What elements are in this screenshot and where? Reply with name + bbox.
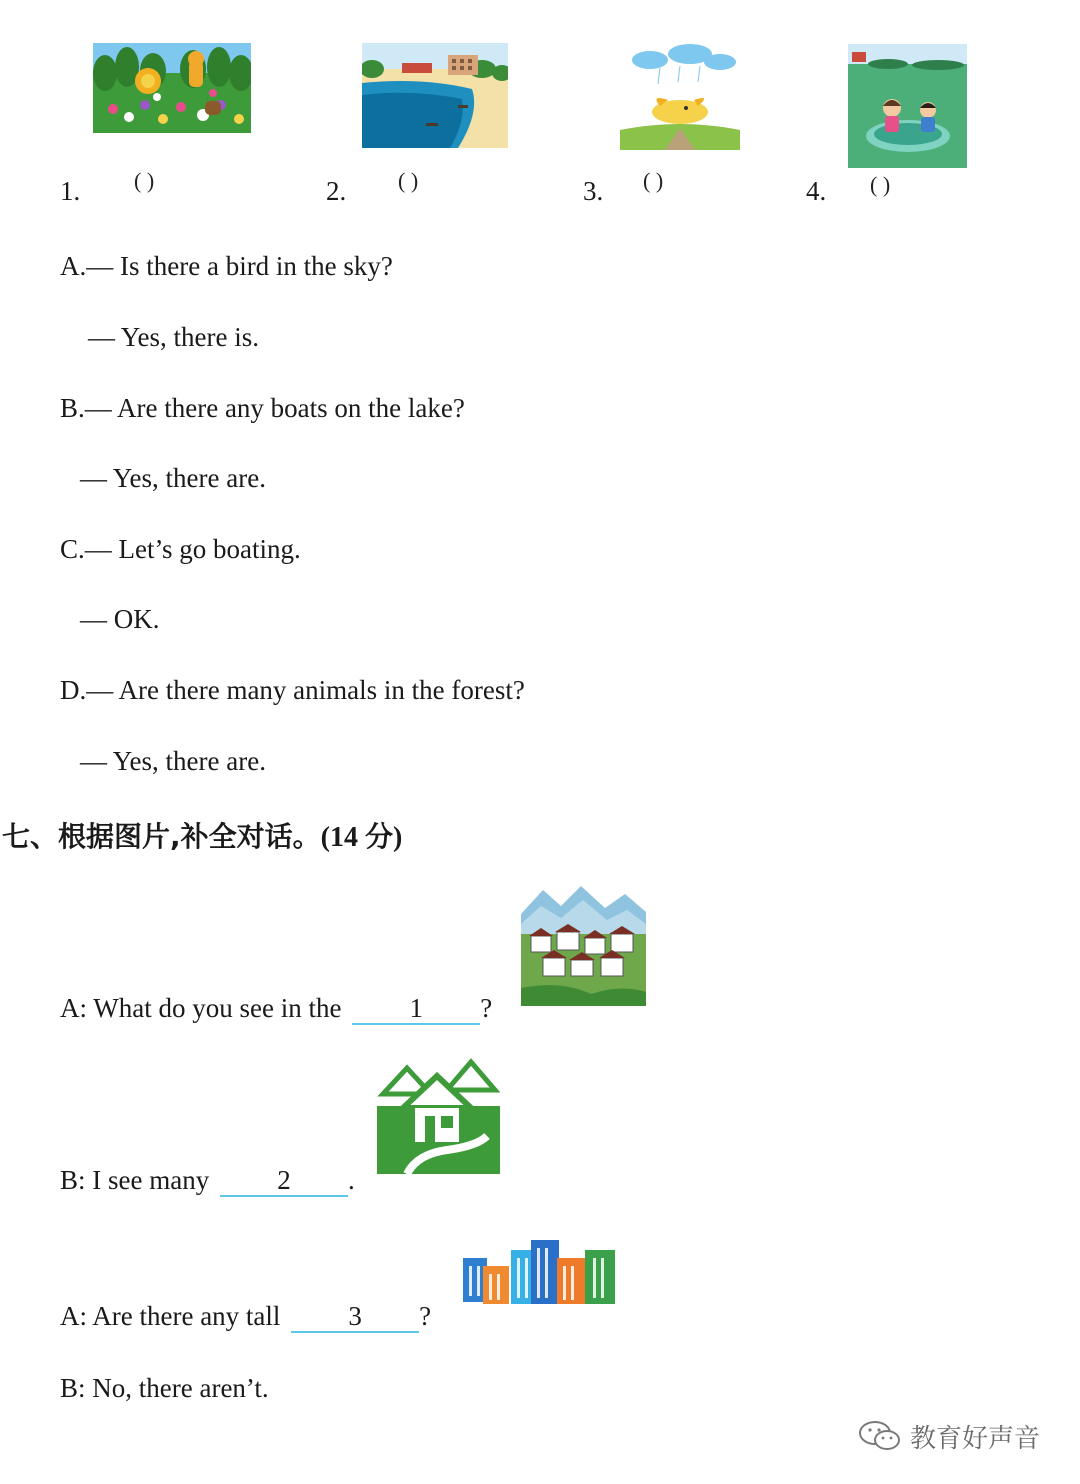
- option-d-question: D.— Are there many animals in the forest?: [60, 675, 525, 705]
- dialogue-line-2-end: .: [347, 1165, 355, 1195]
- picture-3-bird: [620, 40, 740, 150]
- picture-houses: [377, 1054, 500, 1174]
- answer-bracket-2[interactable]: ( ): [398, 168, 419, 193]
- dialogue-line-4: B: No, there aren’t.: [60, 1373, 269, 1403]
- answer-bracket-4[interactable]: ( ): [870, 172, 891, 197]
- wechat-icon: [858, 1420, 902, 1452]
- watermark-text: 教育好声音: [910, 1424, 1041, 1454]
- blank-3[interactable]: 3: [291, 1301, 419, 1333]
- dialogue-line-1-end: ?: [480, 993, 493, 1023]
- option-d-answer: — Yes, there are.: [80, 746, 266, 776]
- option-c-question: C.— Let’s go boating.: [60, 534, 301, 564]
- option-a-question: A.— Is there a bird in the sky?: [60, 251, 393, 281]
- item-number-2: 2.: [326, 176, 347, 206]
- dialogue-line-2: [60, 1164, 355, 1197]
- section-7-points: (14 分): [320, 822, 403, 853]
- option-b-answer: — Yes, there are.: [80, 463, 266, 493]
- picture-1-garden: [93, 43, 251, 133]
- dialogue-line-1: [60, 992, 492, 1025]
- picture-mountain-village: [521, 884, 646, 1006]
- picture-tall-buildings: [459, 1236, 625, 1308]
- picture-4-boating: [848, 44, 967, 168]
- option-b-question: B.— Are there any boats on the lake?: [60, 393, 465, 423]
- item-number-4: 4.: [806, 176, 827, 206]
- dialogue-line-3: [60, 1300, 431, 1333]
- item-number-3: 3.: [583, 176, 604, 206]
- option-c-answer: — OK.: [80, 604, 160, 634]
- dialogue-line-3-end: ?: [419, 1301, 432, 1331]
- option-a-answer: — Yes, there is.: [88, 322, 260, 352]
- section-7-title: 七、根据图片,补全对话。: [2, 820, 321, 853]
- dialogue-line-2-text: B: I see many: [60, 1165, 210, 1195]
- item-number-1: 1.: [60, 176, 81, 206]
- section-7-heading: [2, 815, 402, 855]
- picture-2-lake: [362, 43, 508, 148]
- blank-2[interactable]: 2: [220, 1165, 348, 1197]
- blank-1[interactable]: 1: [352, 993, 480, 1025]
- answer-bracket-3[interactable]: ( ): [643, 168, 664, 193]
- dialogue-line-1-text: A: What do you see in the: [60, 993, 342, 1023]
- dialogue-line-3-text: A: Are there any tall: [60, 1301, 281, 1331]
- answer-bracket-1[interactable]: ( ): [134, 168, 155, 193]
